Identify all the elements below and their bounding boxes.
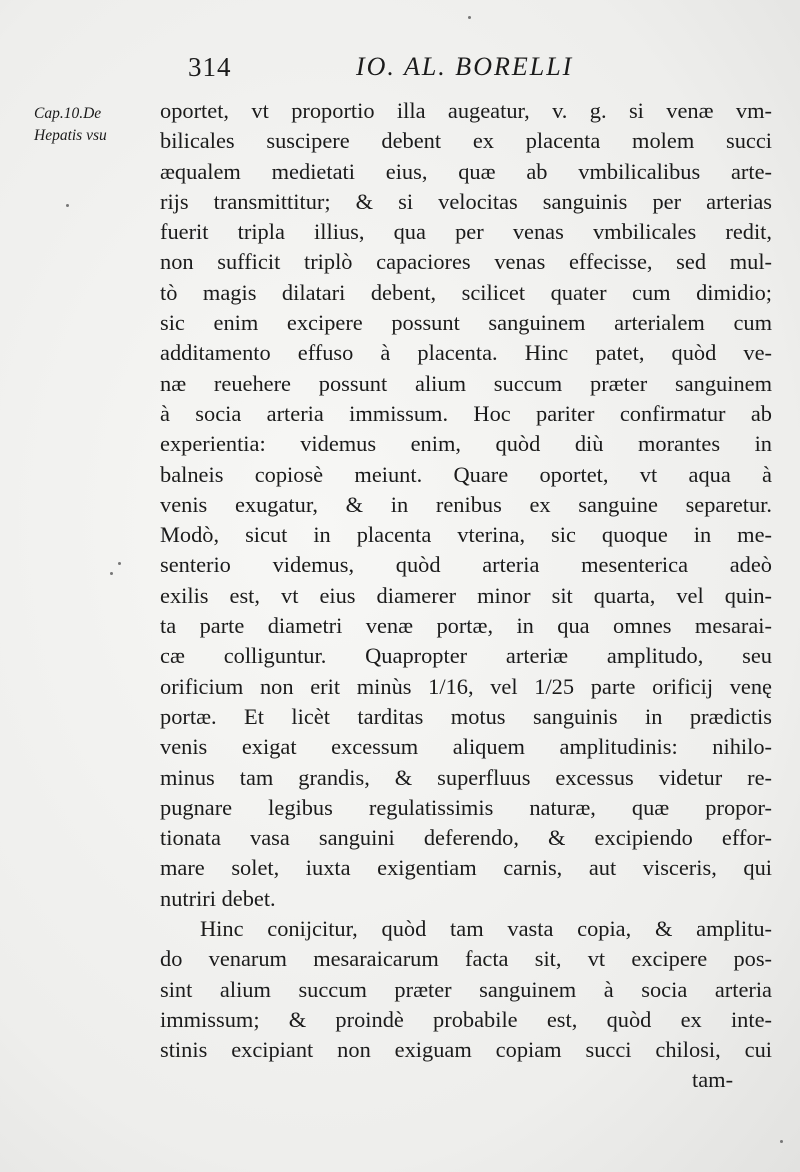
paper-speck xyxy=(780,1140,783,1143)
page-number: 314 xyxy=(188,52,232,82)
text-line: tionata vasa sanguini deferendo, & excipiendo effor- xyxy=(160,825,772,851)
running-title: IO. AL. BORELLI xyxy=(356,52,574,81)
paper-speck xyxy=(66,204,69,207)
text-line: rijs transmittitur; & si velocitas sanguinis per arterias xyxy=(160,188,772,214)
text-line: mare solet, iuxta exigentiam carnis, aut visceris, qui xyxy=(160,855,772,881)
text-line: minus tam grandis, & superfluus excessus videtur re- xyxy=(160,764,772,790)
text-line: immissum; & proindè probabile est, quòd ex inte- xyxy=(160,1006,772,1032)
text-line: à socia arteria immissum. Hoc pariter confirmatur ab xyxy=(160,400,772,426)
margin-note-line: Hepatis vsu xyxy=(34,127,107,144)
text-line: exilis est, vt eius diamerer minor sit quarta, vel quin- xyxy=(160,582,772,608)
text-line: oportet, vt proportio illa augeatur, v. g. si venæ vm- xyxy=(160,98,772,123)
page-header xyxy=(188,48,608,88)
paper-speck xyxy=(118,562,121,565)
text-line: bilicales suscipere debent ex placenta molem succi xyxy=(160,128,772,154)
text-line: pugnare legibus regulatissimis naturæ, quæ propor- xyxy=(160,794,772,820)
catchword: tam- xyxy=(692,1067,734,1092)
text-line: sic enim excipere possunt sanguinem arterialem cum xyxy=(160,310,772,336)
text-line: non sufficit triplò capaciores venas effecisse, sed mul- xyxy=(160,249,772,275)
text-line: nutriri debet. xyxy=(160,885,276,911)
text-line: balneis copiosè meiunt. Quare oportet, vt aqua à xyxy=(160,461,772,487)
margin-note-line: Cap.10.De xyxy=(34,105,102,122)
text-line: Hinc conijcitur, quòd tam vasta copia, & amplitu- xyxy=(200,916,772,942)
text-line: tò magis dilatari debent, scilicet quater cum dimidio; xyxy=(160,279,772,305)
text-line: stinis excipiant non exiguam copiam succi chilosi, cui xyxy=(160,1037,772,1063)
text-line: Modò, sicut in placenta vterina, sic quoque in me- xyxy=(160,522,772,548)
margin-note xyxy=(34,103,164,147)
paper-speck xyxy=(468,16,471,19)
text-line: portæ. Et licèt tarditas motus sanguinis in prædictis xyxy=(160,703,772,729)
text-line: additamento effuso à placenta. Hinc patet, quòd ve- xyxy=(160,340,772,366)
text-line: senterio videmus, quòd arteria mesenterica adeò xyxy=(160,552,772,578)
text-line: do venarum mesaraicarum facta sit, vt excipere pos- xyxy=(160,946,772,972)
text-line: experientia: videmus enim, quòd diù morantes in xyxy=(160,431,772,457)
text-line: ta parte diametri venæ portæ, in qua omnes mesarai- xyxy=(160,613,772,639)
text-line: sint alium succum præter sanguinem à socia arteria xyxy=(160,976,772,1002)
text-line: venis exugatur, & in renibus ex sanguine separetur. xyxy=(160,491,772,517)
body-text xyxy=(160,96,772,1066)
text-line: næ reuehere possunt alium succum præter sanguinem xyxy=(160,370,772,396)
text-line: fuerit tripla illius, qua per venas vmbilicales redit, xyxy=(160,219,772,245)
paper-speck xyxy=(110,572,113,575)
text-line: æqualem medietati eius, quæ ab vmbilicalibus arte- xyxy=(160,158,772,184)
text-line: cæ colliguntur. Quapropter arteriæ amplitudo, seu xyxy=(160,643,772,669)
text-line: orificium non erit minùs 1/16, vel 1/25 parte orificij venę xyxy=(160,673,772,699)
text-line: venis exigat excessum aliquem amplitudinis: nihilo- xyxy=(160,734,772,760)
